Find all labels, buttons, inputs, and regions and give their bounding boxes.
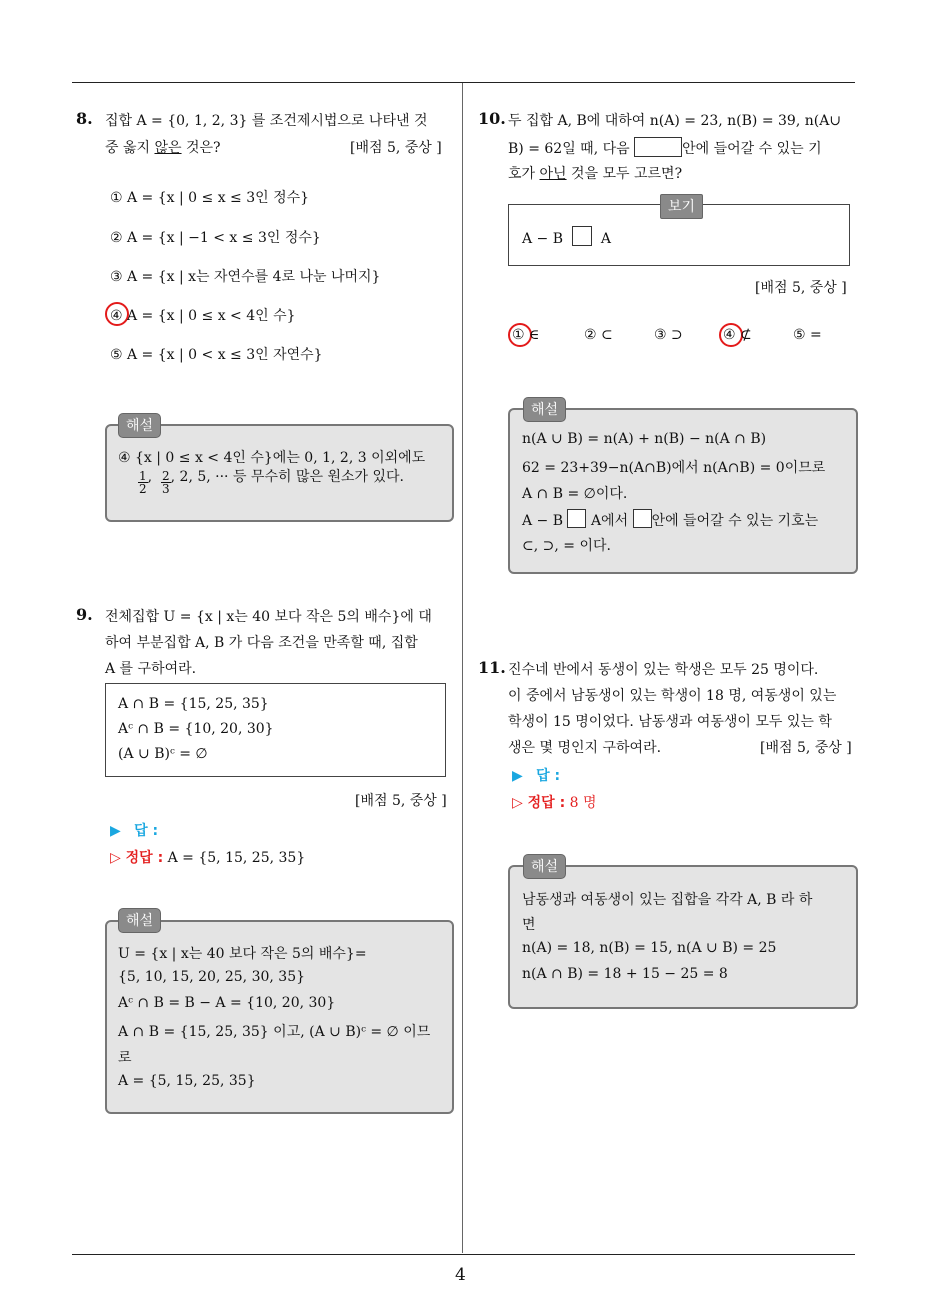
question-8-choice-3[interactable]: ③ A = {x | x는 자연수를 4로 나눈 나머지} [110, 269, 381, 285]
fraction-two-thirds: $\frac{2}{3}$ [162, 469, 170, 496]
answer-arrow-icon: ▶ [110, 823, 121, 839]
question-8-solution-line1: ④ {x | 0 ≤ x < 4인 수}에는 0, 1, 2, 3 이외에도 [118, 450, 426, 466]
question-9-number: 9. [76, 605, 93, 624]
question-10-choice-4[interactable]: ④ ⊄ [723, 327, 752, 343]
question-8-number: 8. [76, 109, 93, 128]
blank-box [572, 226, 592, 246]
question-11-text-line4: 생은 몇 명인지 구하여라. [508, 740, 662, 756]
question-8-choice-2[interactable]: ② A = {x | −1 < x ≤ 3인 정수} [110, 230, 321, 246]
question-9-text-line1: 전체집합 U = {x | x는 40 보다 작은 5의 배수}에 대 [105, 609, 432, 625]
question-10-solution-line2: 62 = 23+39−n(A∩B)에서 n(A∩B) = 0이므로 [522, 460, 826, 476]
question-9-condition-2: Aᶜ ∩ B = {10, 20, 30} [118, 721, 274, 737]
question-9-solution-line2: {5, 10, 15, 20, 25, 30, 35} [118, 969, 306, 985]
question-11-text-line1: 진수네 반에서 동생이 있는 학생은 모두 25 명이다. [508, 662, 819, 678]
blank-box [567, 509, 586, 528]
page-number: 4 [455, 1265, 466, 1285]
question-10-solution-line1: n(A ∪ B) = n(A) + n(B) − n(A ∩ B) [522, 431, 767, 447]
column-divider [462, 83, 463, 1253]
question-11-solution-line2: 면 [522, 917, 536, 933]
question-10-solution-line3: A ∩ B = ∅이다. [522, 486, 628, 502]
question-9-solution-line6: A = {5, 15, 25, 35} [118, 1073, 256, 1089]
question-10-choice-2[interactable]: ② ⊂ [584, 327, 613, 343]
question-9-text-line3: A 를 구하여라. [105, 661, 197, 677]
question-9-solution-line1: U = {x | x는 40 보다 작은 5의 배수}= [118, 946, 367, 962]
question-11-solution-line1: 남동생과 여동생이 있는 집합을 각각 A, B 라 하 [522, 892, 813, 908]
question-11-text-line3: 학생이 15 명이었다. 남동생과 여동생이 모두 있는 학 [508, 714, 832, 730]
question-9-answer-row[interactable]: ▶ 답 : [110, 823, 159, 839]
question-9-solution-tag: 해설 [118, 908, 161, 933]
question-9-correct-answer: ▷ 정답 : A = {5, 15, 25, 35} [110, 850, 306, 866]
question-9-solution-line5: 로 [118, 1050, 132, 1066]
question-10-solution-tag: 해설 [523, 397, 566, 422]
question-11-solution-line4: n(A ∩ B) = 18 + 15 − 25 = 8 [522, 966, 728, 982]
question-8-points: [배점 5, 중상 ] [350, 140, 442, 156]
blank-box [634, 137, 682, 157]
fraction-one-half: $\frac{1}{2}$ [139, 469, 147, 496]
question-8-solution-line2: $\frac{1}{2}$ , $\frac{2}{3}$ , 2, 5, ··· 등 무수히 많은 원소가 있다. [139, 469, 404, 496]
question-10-example-tag: 보기 [660, 194, 703, 219]
question-11-solution-box [508, 865, 858, 1009]
question-9-condition-1: A ∩ B = {15, 25, 35} [118, 696, 269, 712]
question-11-number: 11. [478, 658, 506, 677]
question-11-solution-tag: 해설 [523, 854, 566, 879]
question-8-choice-4[interactable]: ④ A = {x | 0 ≤ x < 4인 수} [110, 308, 296, 324]
question-9-text-line2: 하여 부분집합 A, B 가 다음 조건을 만족할 때, 집합 [105, 635, 418, 651]
question-10-points: [배점 5, 중상 ] [755, 280, 847, 296]
question-8-solution-tag: 해설 [118, 413, 161, 438]
question-10-choice-5[interactable]: ⑤ = [793, 327, 822, 343]
question-10-text-line2: B) = 62일 때, 다음 안에 들어갈 수 있는 기 [508, 137, 822, 158]
question-11-answer-row[interactable]: ▶ 답 : [512, 768, 561, 784]
answer-arrow-icon: ▶ [512, 768, 523, 784]
question-9-solution-line3: Aᶜ ∩ B = B − A = {10, 20, 30} [118, 995, 336, 1011]
question-9-condition-3: (A ∪ B)ᶜ = ∅ [118, 746, 208, 762]
question-10-text-line1: 두 집합 A, B에 대하여 n(A) = 23, n(B) = 39, n(A∪ [508, 113, 842, 129]
question-8-choice-1[interactable]: ① A = {x | 0 ≤ x ≤ 3인 정수} [110, 190, 310, 206]
question-10-number: 10. [478, 109, 506, 128]
top-rule [72, 82, 855, 83]
question-11-points: [배점 5, 중상 ] [760, 740, 852, 756]
question-11-solution-line3: n(A) = 18, n(B) = 15, n(A ∪ B) = 25 [522, 940, 777, 956]
question-10-choice-3[interactable]: ③ ⊃ [654, 327, 683, 343]
blank-box [633, 509, 652, 528]
question-11-correct-answer: ▷ 정답 : 8 명 [512, 795, 597, 811]
question-10-solution-line5: ⊂, ⊃, = 이다. [522, 538, 611, 554]
question-9-solution-line4: A ∩ B = {15, 25, 35} 이고, (A ∪ B)ᶜ = ∅ 이므 [118, 1024, 431, 1040]
question-9-points: [배점 5, 중상 ] [355, 793, 447, 809]
question-8-text-line2: 중 옳지 않은 것은? [105, 140, 221, 156]
bottom-rule [72, 1254, 855, 1255]
question-11-text-line2: 이 중에서 남동생이 있는 학생이 18 명, 여동생이 있는 [508, 688, 837, 704]
question-10-solution-line4: A − B A에서 안에 들어갈 수 있는 기호는 [522, 509, 818, 530]
question-8-text-line1: 집합 A = {0, 1, 2, 3} 를 조건제시법으로 나타낸 것 [105, 113, 428, 129]
question-10-choice-1[interactable]: ① ∈ [512, 327, 540, 343]
question-10-text-line3: 호가 아닌 것을 모두 고르면? [508, 166, 683, 182]
question-8-choice-5[interactable]: ⑤ A = {x | 0 < x ≤ 3인 자연수} [110, 347, 323, 363]
question-10-example-expression: A − B A [522, 226, 611, 247]
